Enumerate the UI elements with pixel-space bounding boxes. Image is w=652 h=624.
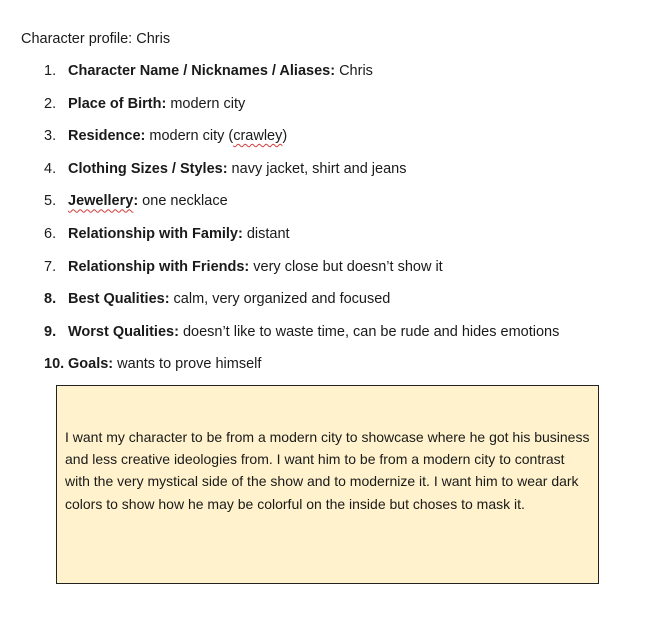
field-value: navy jacket, shirt and jeans: [227, 160, 407, 177]
field-label: Place of Birth:: [68, 95, 167, 112]
field-value: one necklace: [138, 193, 228, 210]
list-number: 3.: [44, 128, 57, 145]
field-value-end: ): [282, 128, 288, 145]
list-item-residence: [0, 127, 652, 160]
field-value: modern city (: [145, 128, 234, 145]
list-item-text: [68, 192, 228, 210]
field-value: modern city: [166, 95, 246, 112]
list-item-text: [68, 225, 290, 243]
list-item-text: [68, 290, 390, 308]
list-number: 1.: [44, 63, 57, 79]
list-item-text: [68, 127, 287, 145]
list-number: 6.: [44, 225, 57, 242]
list-number: 8.: [44, 291, 57, 308]
list-item-text: [68, 323, 559, 341]
list-item-text: [68, 95, 245, 113]
field-label-colon: :: [133, 193, 139, 210]
list-item-worst-qualities: [0, 323, 652, 356]
field-value: wants to prove himself: [113, 356, 262, 373]
field-label: Goals:: [68, 356, 114, 373]
field-label: [68, 193, 138, 209]
field-value: Chris: [335, 63, 373, 79]
field-value: distant: [242, 225, 290, 242]
list-number: 2.: [44, 95, 57, 112]
list-item-jewellery: [0, 192, 652, 225]
field-label: Character Name / Nicknames / Aliases:: [68, 63, 336, 79]
field-label: Relationship with Friends:: [68, 258, 250, 275]
spelling-flagged-word[interactable]: Jewellery: [68, 193, 134, 210]
list-item-friends: [0, 258, 652, 291]
list-item-family: [0, 225, 652, 258]
list-number: 5.: [44, 193, 57, 210]
spelling-flagged-word[interactable]: crawley: [233, 128, 283, 145]
list-item-text: [68, 160, 406, 178]
list-number: 10.: [44, 356, 65, 373]
list-item-best-qualities: [0, 290, 652, 323]
document-title: Character profile: Chris: [21, 31, 171, 47]
list-item-goals: [0, 355, 652, 388]
field-value: very close but doesn’t show it: [249, 258, 443, 275]
field-label: Residence:: [68, 128, 146, 145]
list-number: 9.: [44, 323, 57, 340]
list-item-place-of-birth: [0, 95, 652, 128]
list-item-name: [0, 62, 652, 95]
field-label: Worst Qualities:: [68, 323, 179, 340]
profile-list: [0, 62, 652, 388]
field-label: Best Qualities:: [68, 291, 170, 308]
list-item-text: [68, 258, 443, 276]
list-item-clothing: [0, 160, 652, 193]
field-value: calm, very organized and focused: [169, 291, 391, 308]
list-number: 7.: [44, 258, 57, 275]
note-paragraph: I want my character to be from a modern city to showcase where he got his business and less creative ideologies from. I want him to be from a modern city to contrast with the very mystical side of the show and to modernize it. I want him to wear dark colors to show how he may be colorful on the inside but choses to mask it.: [65, 429, 590, 512]
list-item-text: [68, 62, 373, 80]
note-text-box[interactable]: [56, 385, 599, 584]
field-label: Relationship with Family:: [68, 225, 243, 242]
list-item-text: [68, 355, 261, 373]
list-number: 4.: [44, 160, 57, 177]
field-value: doesn’t like to waste time, can be rude and hides emotions: [178, 323, 560, 340]
field-label: Clothing Sizes / Styles:: [68, 160, 228, 177]
